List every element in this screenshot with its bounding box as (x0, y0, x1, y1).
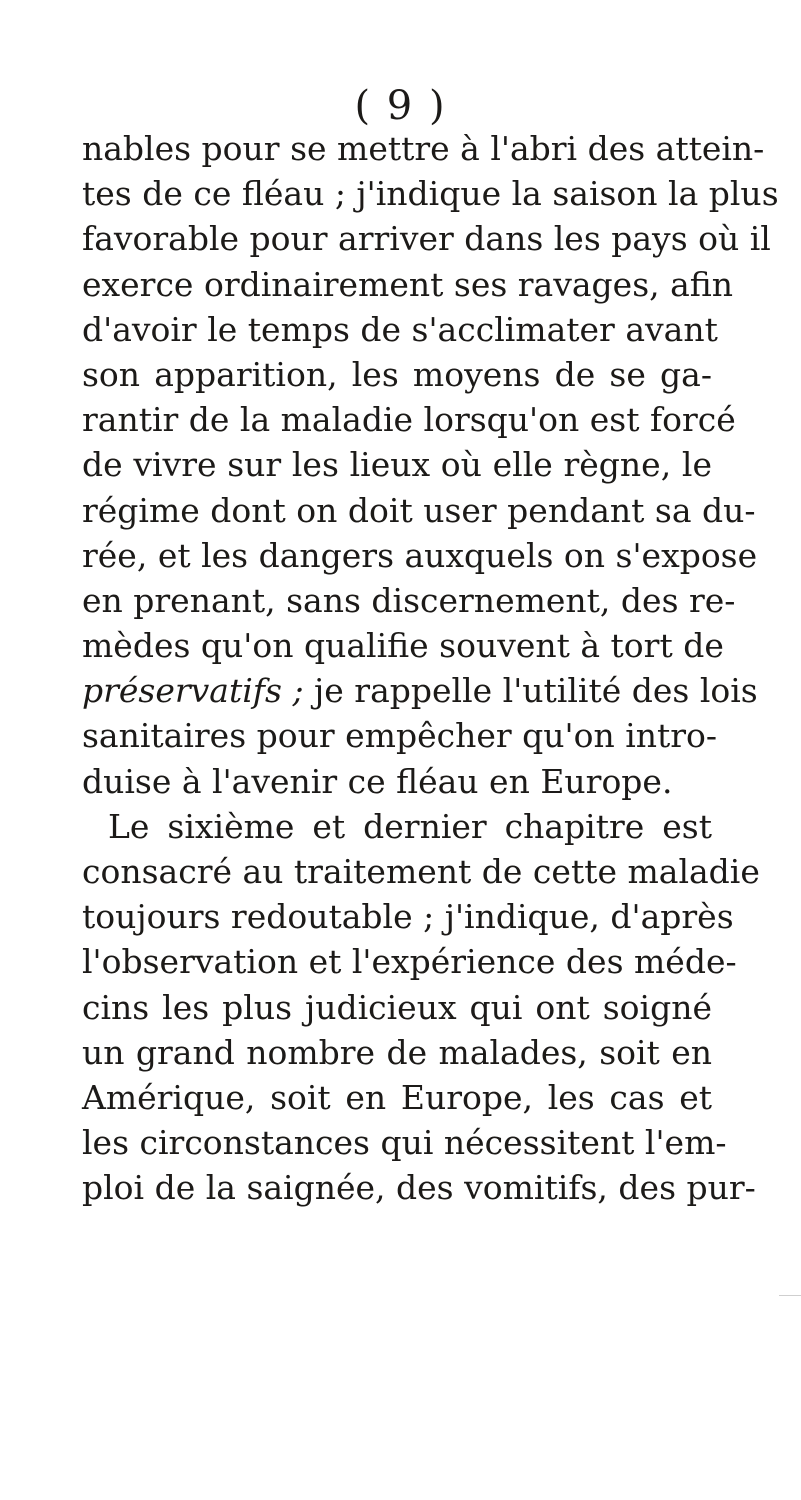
text-line-10: rée, et les dangers auxquels on s'expose (82, 535, 758, 575)
text-line-4: exerce ordinairement ses ravages, afin (82, 264, 734, 304)
text-line-9: régime dont on doit user pendant sa du- (82, 490, 756, 530)
text-line-1: nables pour se mettre à l'abri des attein- (82, 129, 765, 168)
text-line-23: les circonstances qui nécessitent l'em- (82, 1123, 727, 1163)
italic-term: préservatifs ; (82, 671, 304, 711)
text-line-6: son apparition, les moyens de se ga- (82, 354, 712, 394)
text-line-22: Amérique, soit en Europe, les cas et (82, 1077, 712, 1117)
page-edge-mark (779, 1295, 801, 1296)
text-line-13 (82, 668, 758, 713)
text-line-18: toujours redoutable ; j'indique, d'après (82, 897, 734, 937)
text-line-24: ploi de la saignée, des vomitifs, des pur- (82, 1168, 756, 1208)
text-line-2: tes de ce fléau ; j'indique la saison la plus (82, 174, 779, 214)
text-line-8: de vivre sur les lieux où elle règne, le (82, 445, 712, 485)
text-line-15: duise à l'avenir ce fléau en Europe. (82, 761, 673, 801)
text-line-16: Le sixième et dernier chapitre est (108, 806, 712, 846)
text-line-11: en prenant, sans discernement, des re- (82, 580, 736, 620)
text-line-19: l'observation et l'expérience des méde- (82, 942, 737, 982)
text-line-5: d'avoir le temps de s'acclimater avant (82, 309, 718, 349)
text-line-20: cins les plus judicieux qui ont soigné (82, 987, 712, 1027)
text-line-17: consacré au traitement de cette maladie (82, 852, 760, 891)
text-line-14: sanitaires pour empêcher qu'on intro- (82, 716, 718, 756)
text-line-21: un grand nombre de malades, soit en (82, 1032, 712, 1072)
text-line-12: mèdes qu'on qualifie souvent à tort de (82, 626, 724, 666)
text-line-13-rest: je rappelle l'utilité des lois (303, 671, 758, 711)
body-text (82, 126, 779, 1211)
text-line-7: rantir de la maladie lorsqu'on est forcé (82, 400, 736, 440)
text-line-3: favorable pour arriver dans les pays où il (82, 219, 771, 259)
page-number: ( 9 ) (354, 83, 447, 129)
